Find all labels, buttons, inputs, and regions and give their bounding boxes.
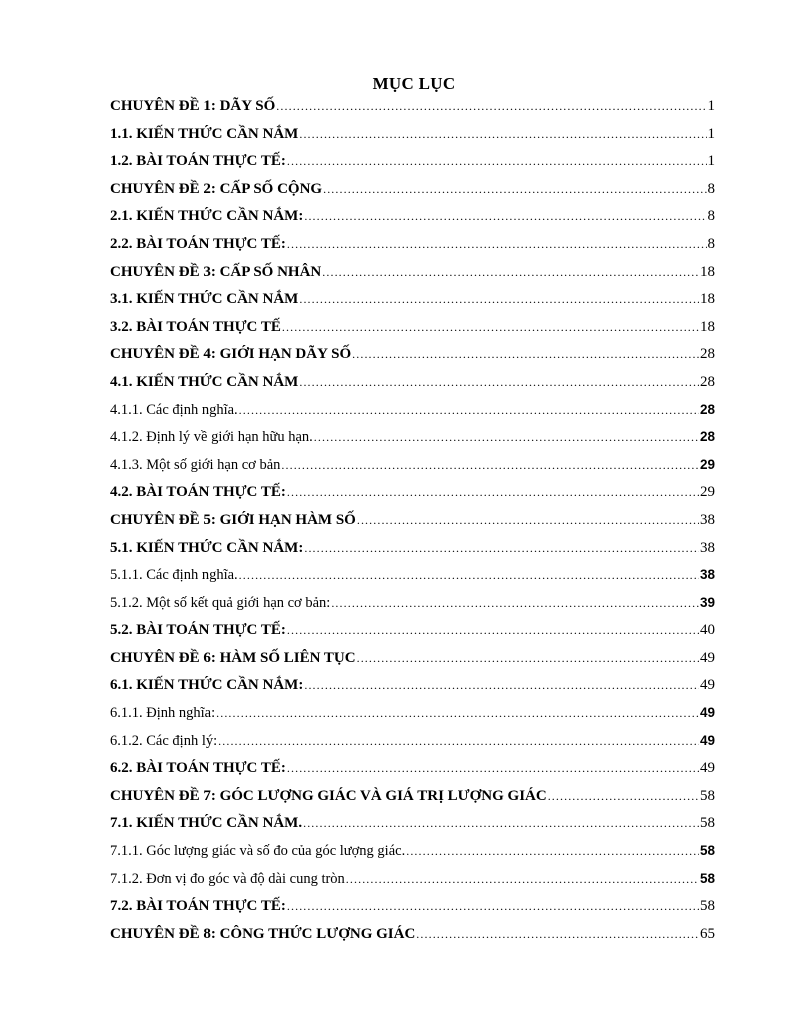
dot-leader [287, 620, 699, 640]
toc-entry-label: 6.2. BÀI TOÁN THỰC TẾ: [110, 760, 286, 777]
toc-entry-page-number: 28 [700, 373, 715, 390]
toc-entry[interactable] [110, 204, 715, 232]
dot-leader [287, 482, 699, 502]
toc-entry-label: 5.1.1. Các định nghĩa. [110, 567, 238, 584]
toc-entry-page-number: 8 [707, 235, 715, 252]
dot-leader [352, 344, 699, 364]
toc-entry-page-number: 29 [699, 456, 715, 472]
toc-entry-page-number: 1 [707, 125, 715, 142]
toc-entry-page-number: 18 [700, 318, 715, 335]
toc-entry-label: 6.1. KIẾN THỨC CẦN NẮM: [110, 677, 304, 694]
toc-entry[interactable] [110, 398, 715, 426]
toc-entry-label: CHUYÊN ĐỀ 8: CÔNG THỨC LƯỢNG GIÁC [110, 925, 416, 942]
toc-entry-label: 7.1.2. Đơn vị đo góc và độ dài cung tròn [110, 870, 345, 887]
toc-entry[interactable] [110, 287, 715, 315]
toc-entry-label: 4.1. KIẾN THỨC CẦN NẮM [110, 373, 299, 390]
toc-entry[interactable] [110, 646, 715, 674]
toc-entry[interactable] [110, 536, 715, 564]
dot-leader [303, 813, 699, 833]
toc-entry-page-number: 49 [700, 677, 715, 694]
dot-leader [416, 924, 699, 944]
dot-leader [299, 124, 706, 144]
toc-entry-label: 5.2. BÀI TOÁN THỰC TẾ: [110, 622, 286, 639]
toc-entry[interactable] [110, 894, 715, 922]
toc-entry-page-number: 28 [700, 346, 715, 363]
toc-entry[interactable] [110, 867, 715, 895]
toc-entry[interactable] [110, 453, 715, 481]
dot-leader [281, 455, 699, 475]
toc-entry-page-number: 49 [700, 649, 715, 666]
dot-leader [548, 786, 699, 806]
dot-leader [304, 538, 699, 558]
table-of-contents [110, 94, 715, 949]
toc-entry-label: 3.1. KIẾN THỨC CẦN NẮM [110, 291, 299, 308]
dot-leader [276, 96, 706, 116]
toc-entry-page-number: 18 [700, 263, 715, 280]
toc-entry-label: 4.1.1. Các định nghĩa. [110, 401, 238, 418]
toc-entry[interactable] [110, 480, 715, 508]
toc-entry-page-number: 38 [700, 511, 715, 528]
toc-entry-page-number: 49 [699, 732, 715, 748]
toc-entry-page-number: 58 [700, 815, 715, 832]
toc-entry[interactable] [110, 729, 715, 757]
toc-entry[interactable] [110, 811, 715, 839]
toc-entry[interactable] [110, 370, 715, 398]
toc-entry-label: CHUYÊN ĐỀ 4: GIỚI HẠN DÃY SỐ [110, 346, 352, 363]
dot-leader [323, 179, 706, 199]
toc-entry[interactable] [110, 122, 715, 150]
dot-leader [314, 427, 699, 447]
dot-leader [331, 593, 699, 613]
toc-entry-label: 2.2. BÀI TOÁN THỰC TẾ: [110, 235, 286, 252]
dot-leader [299, 289, 699, 309]
toc-entry-label: 2.1. KIẾN THỨC CẦN NẮM: [110, 208, 304, 225]
toc-entry-page-number: 65 [700, 925, 715, 942]
toc-entry[interactable] [110, 756, 715, 784]
toc-entry-page-number: 38 [699, 567, 715, 583]
toc-entry[interactable] [110, 701, 715, 729]
toc-entry[interactable] [110, 784, 715, 812]
dot-leader [357, 510, 699, 530]
toc-entry-label: 7.1.1. Góc lượng giác và số đo của góc lượng giác. [110, 843, 406, 860]
toc-entry-label: 4.1.3. Một số giới hạn cơ bản [110, 456, 281, 473]
toc-entry[interactable] [110, 260, 715, 288]
toc-entry-label: 6.1.1. Định nghĩa: [110, 705, 216, 722]
toc-entry-label: 4.2. BÀI TOÁN THỰC TẾ: [110, 484, 286, 501]
dot-leader [287, 151, 707, 171]
toc-entry-page-number: 28 [699, 429, 715, 445]
page-title: MỤC LỤC [372, 74, 456, 93]
toc-entry[interactable] [110, 315, 715, 343]
toc-entry[interactable] [110, 922, 715, 950]
dot-leader [406, 841, 699, 861]
toc-entry-label: 7.2. BÀI TOÁN THỰC TẾ: [110, 898, 286, 915]
toc-entry-page-number: 58 [699, 843, 715, 859]
toc-entry[interactable] [110, 563, 715, 591]
toc-entry[interactable] [110, 425, 715, 453]
toc-entry[interactable] [110, 508, 715, 536]
toc-entry-label: CHUYÊN ĐỀ 1: DÃY SỐ [110, 98, 276, 114]
toc-entry-page-number: 1 [707, 98, 715, 114]
toc-entry-page-number: 18 [700, 291, 715, 308]
toc-entry-label: CHUYÊN ĐỀ 3: CẤP SỐ NHÂN [110, 263, 322, 280]
toc-entry[interactable] [110, 591, 715, 619]
dot-leader [239, 400, 699, 420]
toc-entry-label: CHUYÊN ĐỀ 6: HÀM SỐ LIÊN TỤC [110, 649, 356, 666]
toc-entry-page-number: 58 [699, 870, 715, 886]
toc-entry-page-number: 49 [700, 760, 715, 777]
toc-entry-label: 3.2. BÀI TOÁN THỰC TẾ [110, 318, 281, 335]
toc-entry-page-number: 49 [699, 705, 715, 721]
dot-leader [287, 896, 699, 916]
toc-entry-page-number: 29 [700, 484, 715, 501]
dot-leader [218, 731, 699, 751]
toc-entry[interactable] [110, 342, 715, 370]
dot-leader [287, 758, 699, 778]
toc-entry-page-number: 58 [700, 787, 715, 804]
toc-entry-label: CHUYÊN ĐỀ 5: GIỚI HẠN HÀM SỐ [110, 511, 356, 528]
toc-entry-page-number: 8 [707, 208, 715, 225]
toc-entry-label: 4.1.2. Định lý về giới hạn hữu hạn. [110, 429, 313, 446]
dot-leader [239, 565, 699, 585]
dot-leader [282, 317, 699, 337]
toc-entry[interactable] [110, 673, 715, 701]
toc-entry[interactable] [110, 618, 715, 646]
toc-entry-page-number: 39 [699, 594, 715, 610]
dot-leader [304, 206, 706, 226]
toc-entry-label: CHUYÊN ĐỀ 7: GÓC LƯỢNG GIÁC VÀ GIÁ TRỊ LƯỢNG GIÁC [110, 787, 547, 804]
dot-leader [287, 234, 707, 254]
toc-entry-label: 5.1. KIẾN THỨC CẦN NẮM: [110, 539, 304, 556]
toc-entry-page-number: 40 [700, 622, 715, 639]
toc-entry[interactable] [110, 177, 715, 205]
toc-entry-label: 1.2. BÀI TOÁN THỰC TẾ: [110, 153, 286, 170]
dot-leader [299, 372, 699, 392]
toc-entry-label: CHUYÊN ĐỀ 2: CẤP SỐ CỘNG [110, 180, 323, 197]
toc-entry-label: 7.1. KIẾN THỨC CẦN NẮM. [110, 815, 303, 832]
toc-entry[interactable] [110, 839, 715, 867]
dot-leader [322, 262, 699, 282]
toc-entry-page-number: 8 [707, 180, 715, 197]
dot-leader [304, 675, 699, 695]
toc-entry-label: 1.1. KIẾN THỨC CẦN NẮM [110, 125, 299, 142]
toc-entry-label: 5.1.2. Một số kết quả giới hạn cơ bản: [110, 594, 331, 611]
toc-entry-page-number: 28 [699, 401, 715, 417]
dot-leader [346, 869, 699, 889]
toc-entry-page-number: 1 [707, 153, 715, 170]
toc-entry[interactable] [110, 232, 715, 260]
toc-entry-label: 6.1.2. Các định lý: [110, 732, 218, 749]
dot-leader [216, 703, 699, 723]
toc-entry-page-number: 58 [700, 898, 715, 915]
dot-leader [357, 648, 699, 668]
toc-entry-page-number: 38 [700, 539, 715, 556]
toc-entry[interactable] [110, 149, 715, 177]
toc-entry[interactable] [110, 94, 715, 122]
